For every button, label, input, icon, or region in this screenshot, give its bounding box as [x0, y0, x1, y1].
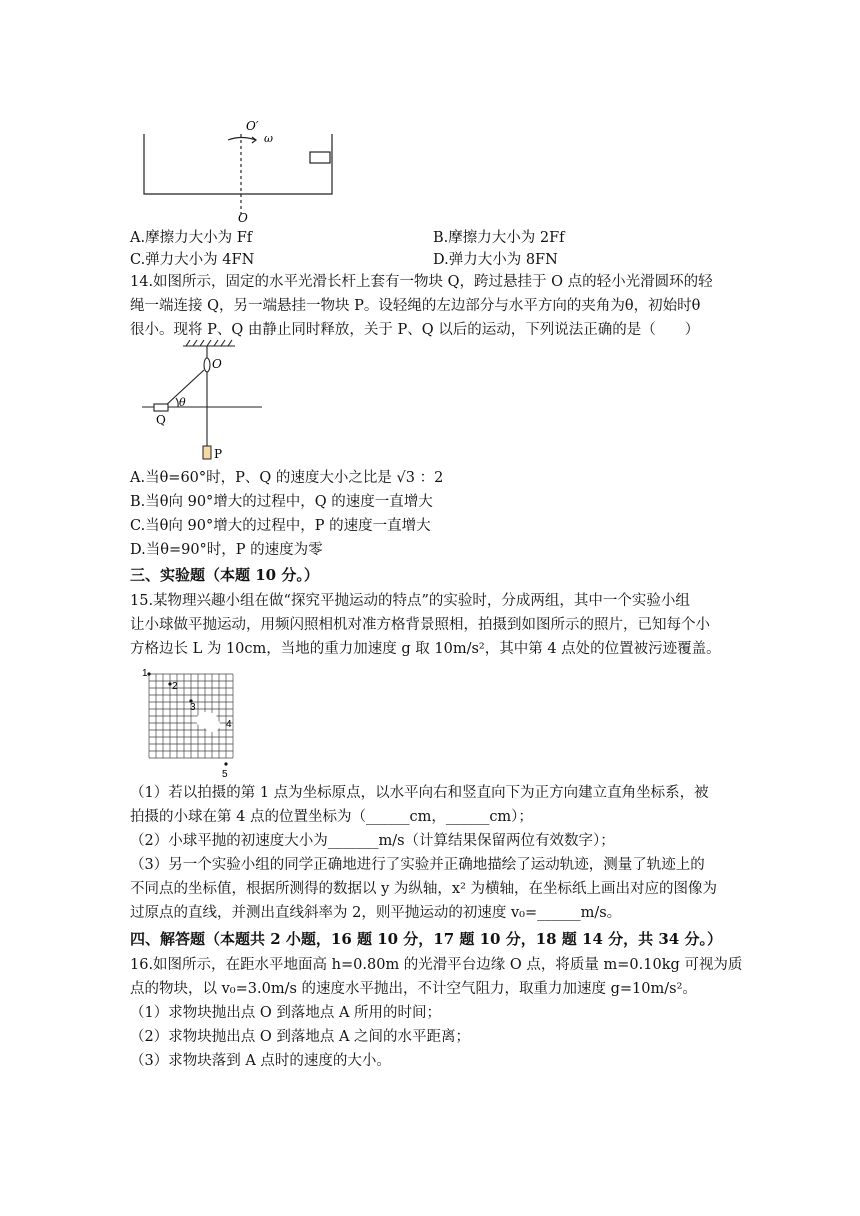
q16-sub-line: （1）求物块抛出点 O 到落地点 A 所用的时间； — [130, 1005, 442, 1021]
q13-rotating-frame-figure — [138, 119, 338, 225]
axis-top-label: O′ — [246, 119, 259, 133]
section-3-title: 三、实验题（本题 10 分。） — [130, 566, 319, 584]
q14-option-a: A.当θ=60°时，P、Q 的速度大小之比是 √3 ：2 — [130, 470, 444, 486]
q16-stem-line: 点的物块，以 v₀=3.0m/s 的速度水平抛出，不计空气阻力，取重力加速度 g=10m/s²。 — [130, 981, 697, 997]
q15-stem-line: 方格边长 L 为 10cm，当地的重力加速度 g 取 10m/s²，其中第 4 点处的位置被污迹覆盖。 — [130, 641, 721, 657]
frame-outline — [144, 134, 332, 194]
point-1 — [147, 672, 150, 675]
point-label: 1 — [142, 668, 148, 679]
q14-pulley-figure — [140, 340, 270, 460]
point-5 — [224, 762, 227, 765]
q14-stem-line: 14.如图所示，固定的水平光滑长杆上套有一物块 Q，跨过悬挂于 O 点的轻小光滑圆环的轻 — [130, 274, 713, 290]
point-label: 4 — [226, 719, 232, 730]
theta-label: θ — [179, 396, 186, 409]
q14-option-b: B.当θ向 90°增大的过程中，Q 的速度一直增大 — [130, 494, 433, 510]
q16-sub-line: （2）求物块抛出点 O 到落地点 A 之间的水平距离； — [130, 1029, 471, 1045]
ring — [204, 358, 210, 372]
q-label: Q — [156, 413, 166, 427]
q13-option-c: C.弹力大小为 4FN — [130, 252, 255, 268]
q15-sub-line: 不同点的坐标值，根据所测得的数据以 y 为纵轴，x² 为横轴，在坐标纸上画出对应的图像为 — [130, 881, 718, 897]
q16-sub-line: （3）求物块落到 A 点时的速度的大小。 — [130, 1053, 391, 1069]
q16-stem-line: 16.如图所示，在距水平地面高 h=0.80m 的光滑平台边缘 O 点，将质量 m=0.10kg 可视为质 — [130, 957, 743, 973]
point-label: 2 — [172, 681, 178, 692]
p-label: P — [214, 447, 223, 461]
block-q — [154, 404, 168, 411]
q13-option-b: B.摩擦力大小为 2Ff — [433, 230, 565, 246]
ceiling-hatch — [186, 340, 232, 346]
q13-option-a: A.摩擦力大小为 Ff — [130, 230, 253, 246]
q14-stem-line: 很小。现将 P、Q 由静止同时释放，关于 P、Q 以后的运动，下列说法正确的是（ ） — [130, 322, 700, 338]
q13-option-d: D.弹力大小为 8FN — [433, 252, 558, 268]
q15-grid-photo — [140, 667, 250, 779]
q14-stem-line: 绳一端连接 Q，另一端悬挂一物块 P。设轻绳的左边部分与水平方向的夹角为θ，初始时θ — [130, 298, 701, 314]
q15-sub-line: （2）小球平抛的初速度大小为_______m/s（计算结果保留两位有效数字）； — [130, 833, 615, 849]
axis-bottom-label: O — [238, 211, 248, 225]
omega-label: ω — [264, 132, 273, 145]
q15-sub-line: （3）另一个实验小组的同学正确地进行了实验并正确地描绘了运动轨迹，测量了轨迹上的 — [130, 857, 705, 873]
q15-stem-line: 让小球做平抛运动，用频闪照相机对准方格背景照相，拍摄到如图所示的照片，已知每个小 — [130, 617, 710, 633]
rotation-arrow — [228, 138, 256, 141]
q14-option-d: D.当θ=90°时，P 的速度为零 — [130, 542, 323, 558]
smudge — [204, 718, 220, 732]
q15-sub-line: （1）若以拍摄的第 1 点为坐标原点，以水平向右和竖直向下为正方向建立直角坐标系，被 — [130, 785, 709, 801]
o-label: O — [212, 357, 222, 371]
block — [310, 152, 330, 163]
point-label: 5 — [222, 769, 228, 780]
theta-arc — [176, 398, 178, 407]
section-4-title: 四、解答题（本题共 2 小题，16 题 10 分，17 题 10 分，18 题 14 分，共 34 分。） — [130, 930, 722, 948]
q15-stem-line: 15.某物理兴趣小组在做“探究平抛运动的特点”的实验时，分成两组，其中一个实验小组 — [130, 593, 690, 609]
q14-option-c: C.当θ向 90°增大的过程中，P 的速度一直增大 — [130, 518, 431, 534]
q15-sub-line: 过原点的直线，并测出直线斜率为 2，则平抛运动的初速度 v₀=______m/s。 — [130, 905, 622, 921]
block-p — [203, 446, 211, 459]
q15-sub-line: 拍摄的小球在第 4 点的位置坐标为（______cm，______cm）； — [130, 809, 533, 825]
point-label: 3 — [190, 702, 196, 713]
